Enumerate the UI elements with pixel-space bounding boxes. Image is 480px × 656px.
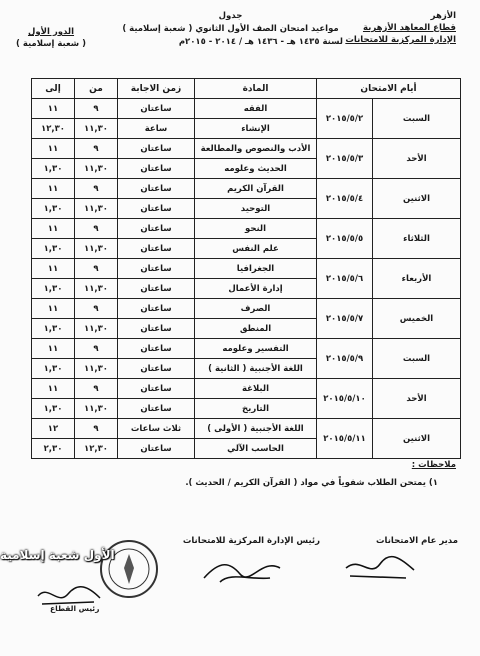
duration-cell: ساعة [118,119,195,139]
round-box [12,6,90,54]
duration-cell: ساعتان [118,319,195,339]
to-cell: ٢,٣٠ [32,439,75,459]
table-row [32,419,461,439]
exam-director-signature [340,548,420,588]
date-cell: ٢٠١٥/٥/١١ [317,419,373,459]
duration-cell: ساعتان [118,379,195,399]
duration-cell: ساعتان [118,99,195,119]
sector-head-signature-label: رئيس القطاع [50,604,100,613]
table-header-row [32,79,461,99]
day-cell: السبت [373,339,461,379]
subject-cell: البلاغة [195,379,317,399]
subject-cell: إدارة الأعمال [195,279,317,299]
subject-cell: الفقه [195,99,317,119]
subject-cell: الحديث وعلومه [195,159,317,179]
subject-cell: المنطق [195,319,317,339]
duration-cell: ساعتان [118,359,195,379]
duration-cell: ساعتان [118,299,195,319]
from-cell: ٩ [75,219,118,239]
subject-cell: اللغة الأجنبية ( الأولى ) [195,419,317,439]
duration-cell: ساعتان [118,439,195,459]
from-cell: ١١,٣٠ [75,319,118,339]
header-subject: المادة [195,79,317,99]
table-row [32,339,461,359]
table-row [32,259,461,279]
duration-cell: ساعتان [118,339,195,359]
header-to: إلى [32,79,75,99]
subject-cell: الصرف [195,299,317,319]
table-row [32,179,461,199]
subject-cell: الجغرافيا [195,259,317,279]
to-cell: ١١ [32,299,75,319]
from-cell: ١١,٣٠ [75,239,118,259]
table-row [32,299,461,319]
to-cell: ١,٣٠ [32,279,75,299]
header-exam-days: أيام الامتحان [317,79,461,99]
exam-branch: ( شعبة إسلامية ) [15,39,87,49]
from-cell: ٩ [75,179,118,199]
date-cell: ٢٠١٥/٥/١٠ [317,379,373,419]
table-row [32,379,461,399]
from-cell: ٩ [75,339,118,359]
to-cell: ١,٣٠ [32,199,75,219]
day-cell: الأحد [373,379,461,419]
subject-cell: النحو [195,219,317,239]
day-cell: الأربعاء [373,259,461,299]
document-title: جدول [218,11,243,21]
to-cell: ١١ [32,139,75,159]
subject-cell: القرآن الكريم [195,179,317,199]
from-cell: ٩ [75,379,118,399]
watermark-text: الأول شعبة إسلامية [0,548,115,562]
day-cell: الأحد [373,139,461,179]
subject-cell: الأدب والنصوص والمطالعة [195,139,317,159]
to-cell: ١٢,٣٠ [32,119,75,139]
central-head-signature-label: رئيس الإدارة المركزية للامتحانات [182,536,320,546]
academic-year: لسنة ١٤٣٥ هـ - ١٤٣٦ هـ / ٢٠١٤ - ٢٠١٥م [178,37,343,47]
duration-cell: ساعتان [118,159,195,179]
from-cell: ١٢,٣٠ [75,439,118,459]
to-cell: ١١ [32,179,75,199]
central-head-signature [200,552,284,588]
exam-round: الدور الأول [27,27,75,37]
org-department: الإدارة المركزية للامتحانات [345,35,456,45]
date-cell: ٢٠١٥/٥/٣ [317,139,373,179]
subject-cell: اللغة الأجنبية ( الثانية ) [195,359,317,379]
table-row [32,219,461,239]
from-cell: ١١,٣٠ [75,119,118,139]
to-cell: ١٢ [32,419,75,439]
header-duration: زمن الاجابة [118,79,195,99]
duration-cell: ساعتان [118,219,195,239]
subject-cell: الحاسب الآلي [195,439,317,459]
from-cell: ٩ [75,419,118,439]
sector-head-signature [34,578,104,612]
day-cell: الاثنين [373,179,461,219]
duration-cell: ساعتان [118,399,195,419]
subject-cell: التوحيد [195,199,317,219]
from-cell: ١١,٣٠ [75,279,118,299]
duration-cell: ساعتان [118,199,195,219]
to-cell: ١,٣٠ [32,159,75,179]
exam-schedule-table [31,78,461,459]
subject-cell: علم النفس [195,239,317,259]
notes-section [31,460,460,488]
exam-director-signature-label: مدير عام الامتحانات [375,536,458,546]
header-from: من [75,79,118,99]
subject-cell: الإنشاء [195,119,317,139]
note-item: ١) يمتحن الطلاب شفوياً في مواد ( القرآن الكريم / الحديث ). [185,478,438,488]
from-cell: ٩ [75,299,118,319]
duration-cell: ساعتان [118,179,195,199]
from-cell: ١١,٣٠ [75,399,118,419]
duration-cell: ساعتان [118,279,195,299]
day-cell: الخميس [373,299,461,339]
to-cell: ١١ [32,219,75,239]
document-subtitle: مواعيد امتحان الصف الأول الثانوي ( شعبة إسلامية ) [122,24,339,34]
to-cell: ١١ [32,99,75,119]
table-row [32,139,461,159]
day-cell: الثلاثاء [373,219,461,259]
from-cell: ١١,٣٠ [75,199,118,219]
day-cell: السبت [373,99,461,139]
to-cell: ١,٣٠ [32,319,75,339]
to-cell: ١١ [32,339,75,359]
date-cell: ٢٠١٥/٥/٩ [317,339,373,379]
org-name: الأزهر [430,11,456,21]
to-cell: ١,٣٠ [32,399,75,419]
from-cell: ٩ [75,139,118,159]
duration-cell: ساعتان [118,239,195,259]
date-cell: ٢٠١٥/٥/٧ [317,299,373,339]
duration-cell: ثلاث ساعات [118,419,195,439]
institution-header [326,10,456,46]
to-cell: ١١ [32,379,75,399]
document-title-block [118,10,343,49]
from-cell: ٩ [75,99,118,119]
duration-cell: ساعتان [118,139,195,159]
from-cell: ١١,٣٠ [75,359,118,379]
subject-cell: التفسير وعلومه [195,339,317,359]
date-cell: ٢٠١٥/٥/٥ [317,219,373,259]
from-cell: ١١,٣٠ [75,159,118,179]
to-cell: ١١ [32,259,75,279]
subject-cell: التاريخ [195,399,317,419]
org-sector: قطاع المعاهد الأزهرية [362,23,456,33]
to-cell: ١,٣٠ [32,359,75,379]
notes-title: ملاحظات : [411,460,456,470]
day-cell: الاثنين [373,419,461,459]
date-cell: ٢٠١٥/٥/٦ [317,259,373,299]
date-cell: ٢٠١٥/٥/٢ [317,99,373,139]
date-cell: ٢٠١٥/٥/٤ [317,179,373,219]
table-row [32,99,461,119]
from-cell: ٩ [75,259,118,279]
duration-cell: ساعتان [118,259,195,279]
to-cell: ١,٣٠ [32,239,75,259]
